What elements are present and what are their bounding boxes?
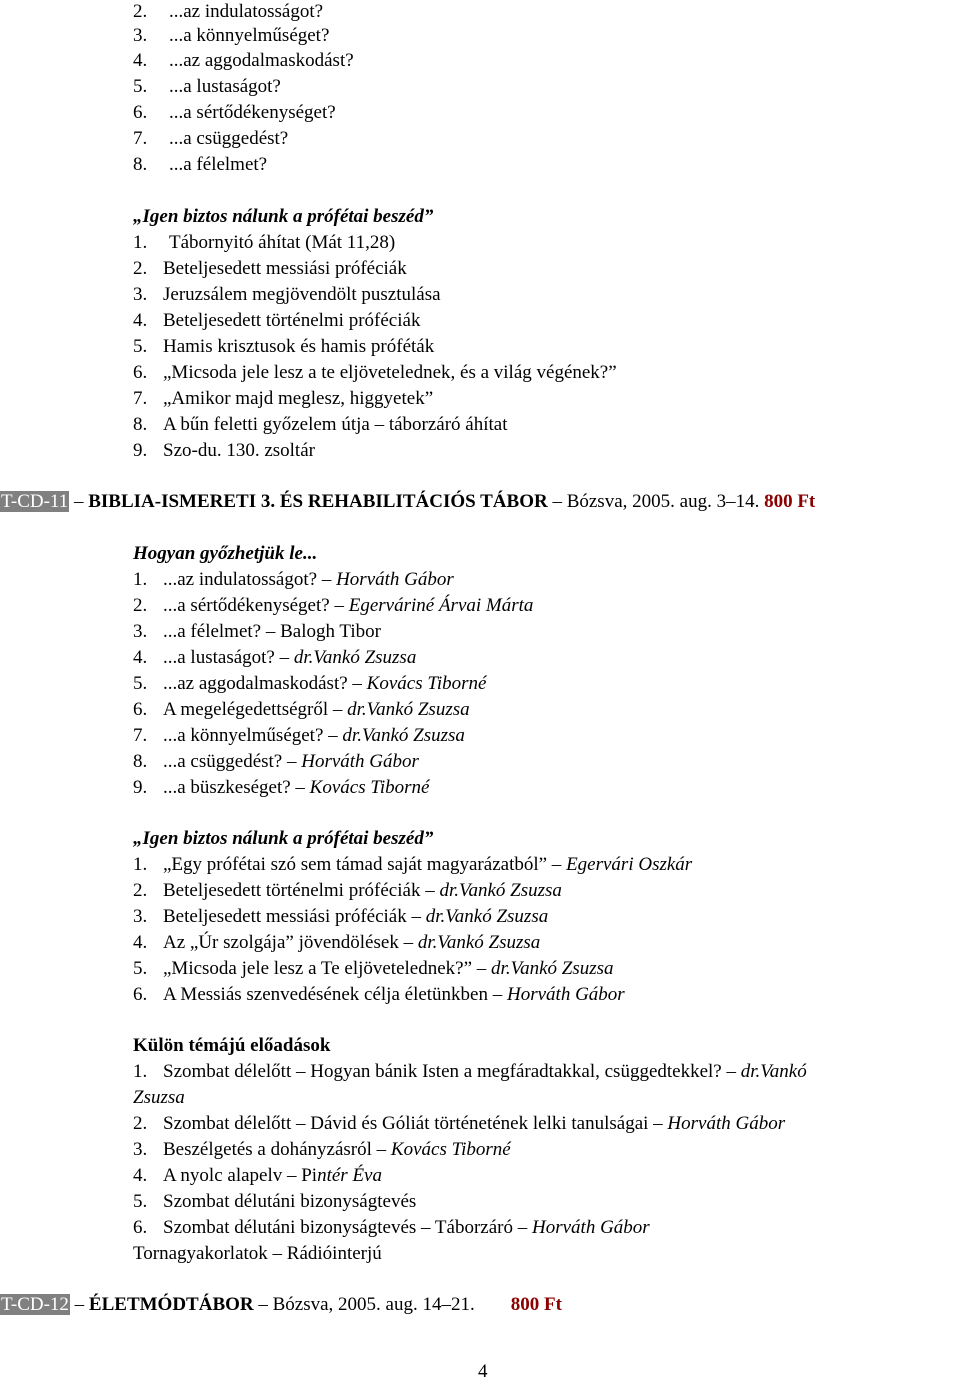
cd-title: BIBLIA-ISMERETI 3. ÉS REHABILITÁCIÓS TÁBOR [88,491,548,512]
page-number: 4 [478,1361,488,1382]
list-item: 4. Az „Úr szolgája” jövendölések – dr.Vankó Zsuzsa [133,932,541,953]
list-item: 8. ...a félelmet? [133,154,268,175]
section-title: „Igen biztos nálunk a prófétai beszéd” [133,828,434,849]
list-item: 6. A megelégedettségről – dr.Vankó Zsuzsa [133,699,470,720]
cd-title: ÉLETMÓDTÁBOR [88,1294,254,1315]
list-item: 8. ...a csüggedést? – Horváth Gábor [133,751,419,772]
list-item: 8. A bűn feletti győzelem útja – táborzáró áhítat [133,414,508,435]
extra-line: Tornagyakorlatok – Rádióinterjú [133,1243,382,1264]
list-item: 7. „Amikor majd meglesz, higgyetek” [133,388,434,409]
list-item: 5. „Micsoda jele lesz a Te eljövetelednek?” – dr.Vankó Zsuzsa [133,958,614,979]
list-item: 5. Hamis krisztusok és hamis próféták [133,336,435,357]
list-item: 2. Beteljesedett messiási próféciák [133,258,407,279]
list-item: 9. ...a büszkeséget? – Kovács Tiborné [133,777,430,798]
list-item: 2. ...a sértődékenységet? – Egerváriné Árvai Márta [133,595,534,616]
list-item: 4. Beteljesedett történelmi próféciák [133,310,421,331]
list-item: 4. ...a lustaságot? – dr.Vankó Zsuzsa [133,647,417,668]
list-item: 5. ...az aggodalmaskodást? – Kovács Tiborné [133,673,487,694]
list-item: 1. ...az indulatosságot? – Horváth Gábor [133,569,454,590]
list-item: 2. ...az indulatosságot? [133,1,324,22]
section-title: Hogyan győzhetjük le... [133,543,318,564]
list-item: 6. Szombat délutáni bizonyságtevés – Táborzáró – Horváth Gábor [133,1217,650,1238]
list-item: 7. ...a könnyelműséget? – dr.Vankó Zsuzsa [133,725,465,746]
cd-header: T-CD-11 – BIBLIA-ISMERETI 3. ÉS REHABILITÁCIÓS TÁBOR – Bózsva, 2005. aug. 3–14. 800 Ft [1,491,816,512]
list-item: 3. ...a félelmet? – Balogh Tibor [133,621,381,642]
list-item: 7. ...a csüggedést? [133,128,289,149]
list-item: 6. A Messiás szenvedésének célja életünkben – Horváth Gábor [133,984,625,1005]
section-title: Külön témájú előadások [133,1035,331,1056]
list-item: 2. Beteljesedett történelmi próféciák – dr.Vankó Zsuzsa [133,880,562,901]
list-item: Zsuzsa [133,1087,185,1108]
list-item: 9. Szo-du. 130. zsoltár [133,440,315,461]
cd-price: 800 Ft [764,491,816,512]
cd-code-badge: T-CD-11 [1,491,69,512]
list-item: 3. Beteljesedett messiási próféciák – dr.Vankó Zsuzsa [133,906,549,927]
list-item: 3. Jeruzsálem megjövendölt pusztulása [133,284,441,305]
section-title: „Igen biztos nálunk a prófétai beszéd” [133,206,434,227]
cd-code-badge: T-CD-12 [1,1294,69,1315]
list-item: 4. A nyolc alapelv – Pintér Éva [133,1165,382,1186]
list-item: 1. Szombat délelőtt – Hogyan bánik Isten a megfáradtakkal, csüggedtekkel? – dr.Vankó [133,1061,807,1082]
cd-header: T-CD-12 – ÉLETMÓDTÁBOR – Bózsva, 2005. aug. 14–21. 800 Ft [1,1294,562,1315]
list-item: 5. ...a lustaságot? [133,76,281,97]
list-item: 4. ...az aggodalmaskodást? [133,50,354,71]
list-item: 1. Tábornyitó áhítat (Mát 11,28) [133,232,396,253]
cd-price: 800 Ft [510,1294,562,1315]
list-item: 5. Szombat délutáni bizonyságtevés [133,1191,417,1212]
list-item: 3. Beszélgetés a dohányzásról – Kovács Tiborné [133,1139,511,1160]
list-item: 2. Szombat délelőtt – Dávid és Góliát történetének lelki tanulságai – Horváth Gábor [133,1113,786,1134]
list-item: 1. „Egy prófétai szó sem támad saját magyarázatból” – Egervári Oszkár [133,854,693,875]
list-item: 6. „Micsoda jele lesz a te eljövetelednek, és a világ végének?” [133,362,617,383]
list-item: 6. ...a sértődékenységet? [133,102,336,123]
list-item: 3. ...a könnyelműséget? [133,25,330,46]
